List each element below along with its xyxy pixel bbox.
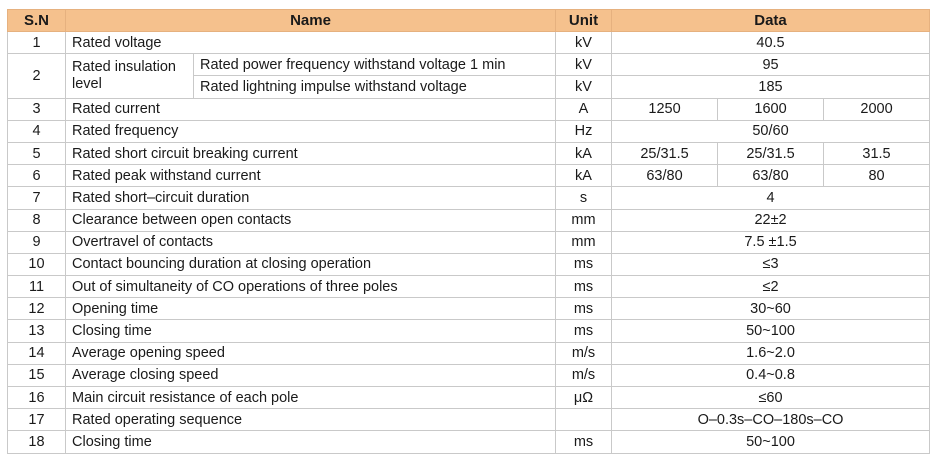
row-sn: 5 — [8, 142, 66, 164]
row-unit: s — [556, 187, 612, 209]
row-data: 4 — [612, 187, 930, 209]
header-name: Name — [66, 10, 556, 32]
row-unit: ms — [556, 320, 612, 342]
table-row — [8, 209, 930, 231]
row-value: 25/31.5 — [718, 142, 824, 164]
row-name: Average closing speed — [66, 364, 556, 386]
row-value: 63/80 — [612, 165, 718, 187]
row-sn: 13 — [8, 320, 66, 342]
row-name: Rated current — [66, 98, 556, 120]
row-data: 185 — [612, 76, 930, 98]
table-row — [8, 342, 930, 364]
row-unit: μΩ — [556, 387, 612, 409]
row-data: 40.5 — [612, 32, 930, 54]
row-name: Rated voltage — [66, 32, 556, 54]
row-name: Rated peak withstand current — [66, 165, 556, 187]
row-sn: 8 — [8, 209, 66, 231]
row-value: 63/80 — [718, 165, 824, 187]
row-sn: 12 — [8, 298, 66, 320]
row-unit: m/s — [556, 342, 612, 364]
row-unit: kV — [556, 76, 612, 98]
row-subname: Rated lightning impulse withstand voltage — [194, 76, 556, 98]
header-sn: S.N — [8, 10, 66, 32]
spec-table — [7, 9, 930, 454]
header-row — [8, 10, 930, 32]
row-sn: 17 — [8, 409, 66, 431]
row-name: Clearance between open contacts — [66, 209, 556, 231]
row-name: Rated short–circuit duration — [66, 187, 556, 209]
table-row — [8, 54, 930, 76]
row-unit: kA — [556, 142, 612, 164]
row-value: 1600 — [718, 98, 824, 120]
row-sn: 7 — [8, 187, 66, 209]
table-row — [8, 387, 930, 409]
row-value: 1250 — [612, 98, 718, 120]
row-unit: kV — [556, 32, 612, 54]
table-row — [8, 409, 930, 431]
row-unit: ms — [556, 253, 612, 275]
row-name: Rated frequency — [66, 120, 556, 142]
row-unit: ms — [556, 431, 612, 453]
row-unit — [556, 409, 612, 431]
row-unit: kV — [556, 54, 612, 76]
row-sn: 15 — [8, 364, 66, 386]
row-value: 25/31.5 — [612, 142, 718, 164]
row-data: 30~60 — [612, 298, 930, 320]
row-name: Contact bouncing duration at closing operation — [66, 253, 556, 275]
row-unit: ms — [556, 298, 612, 320]
table-row — [8, 32, 930, 54]
row-data: ≤3 — [612, 253, 930, 275]
row-sn: 4 — [8, 120, 66, 142]
table-row — [8, 142, 930, 164]
row-sn: 2 — [8, 54, 66, 98]
row-unit: mm — [556, 209, 612, 231]
row-sn: 1 — [8, 32, 66, 54]
row-unit: mm — [556, 231, 612, 253]
row-name: Average opening speed — [66, 342, 556, 364]
row-data: 95 — [612, 54, 930, 76]
row-unit: m/s — [556, 364, 612, 386]
row-data: 7.5 ±1.5 — [612, 231, 930, 253]
row-data: ≤2 — [612, 276, 930, 298]
row-name: Rated short circuit breaking current — [66, 142, 556, 164]
row-name: Closing time — [66, 320, 556, 342]
row-name: Closing time — [66, 431, 556, 453]
table-row — [8, 187, 930, 209]
table-row — [8, 276, 930, 298]
row-data: ≤60 — [612, 387, 930, 409]
table-row — [8, 120, 930, 142]
table-row — [8, 253, 930, 275]
row-sn: 9 — [8, 231, 66, 253]
table-row — [8, 320, 930, 342]
row-sn: 11 — [8, 276, 66, 298]
row-unit: Hz — [556, 120, 612, 142]
row-unit: kA — [556, 165, 612, 187]
row-data: 0.4~0.8 — [612, 364, 930, 386]
spec-table-container — [7, 9, 929, 454]
table-row — [8, 165, 930, 187]
row-data: 50~100 — [612, 431, 930, 453]
row-data: 22±2 — [612, 209, 930, 231]
row-sn: 14 — [8, 342, 66, 364]
row-value: 80 — [824, 165, 930, 187]
row-data: 50/60 — [612, 120, 930, 142]
row-subname: Rated power frequency withstand voltage 1 min — [194, 54, 556, 76]
row-sn: 18 — [8, 431, 66, 453]
row-value: 2000 — [824, 98, 930, 120]
row-unit: A — [556, 98, 612, 120]
table-row — [8, 98, 930, 120]
header-data: Data — [612, 10, 930, 32]
row-sn: 3 — [8, 98, 66, 120]
row-name: Main circuit resistance of each pole — [66, 387, 556, 409]
row-name: Rated insulation level — [66, 54, 194, 98]
row-unit: ms — [556, 276, 612, 298]
row-name: Overtravel of contacts — [66, 231, 556, 253]
row-name: Opening time — [66, 298, 556, 320]
row-sn: 10 — [8, 253, 66, 275]
row-sn: 6 — [8, 165, 66, 187]
table-row — [8, 431, 930, 453]
row-value: 31.5 — [824, 142, 930, 164]
table-row — [8, 231, 930, 253]
row-data: 1.6~2.0 — [612, 342, 930, 364]
row-data: 50~100 — [612, 320, 930, 342]
row-sn: 16 — [8, 387, 66, 409]
table-row — [8, 364, 930, 386]
table-row — [8, 298, 930, 320]
row-name: Rated operating sequence — [66, 409, 556, 431]
row-name: Out of simultaneity of CO operations of three poles — [66, 276, 556, 298]
header-unit: Unit — [556, 10, 612, 32]
row-data: O–0.3s–CO–180s–CO — [612, 409, 930, 431]
